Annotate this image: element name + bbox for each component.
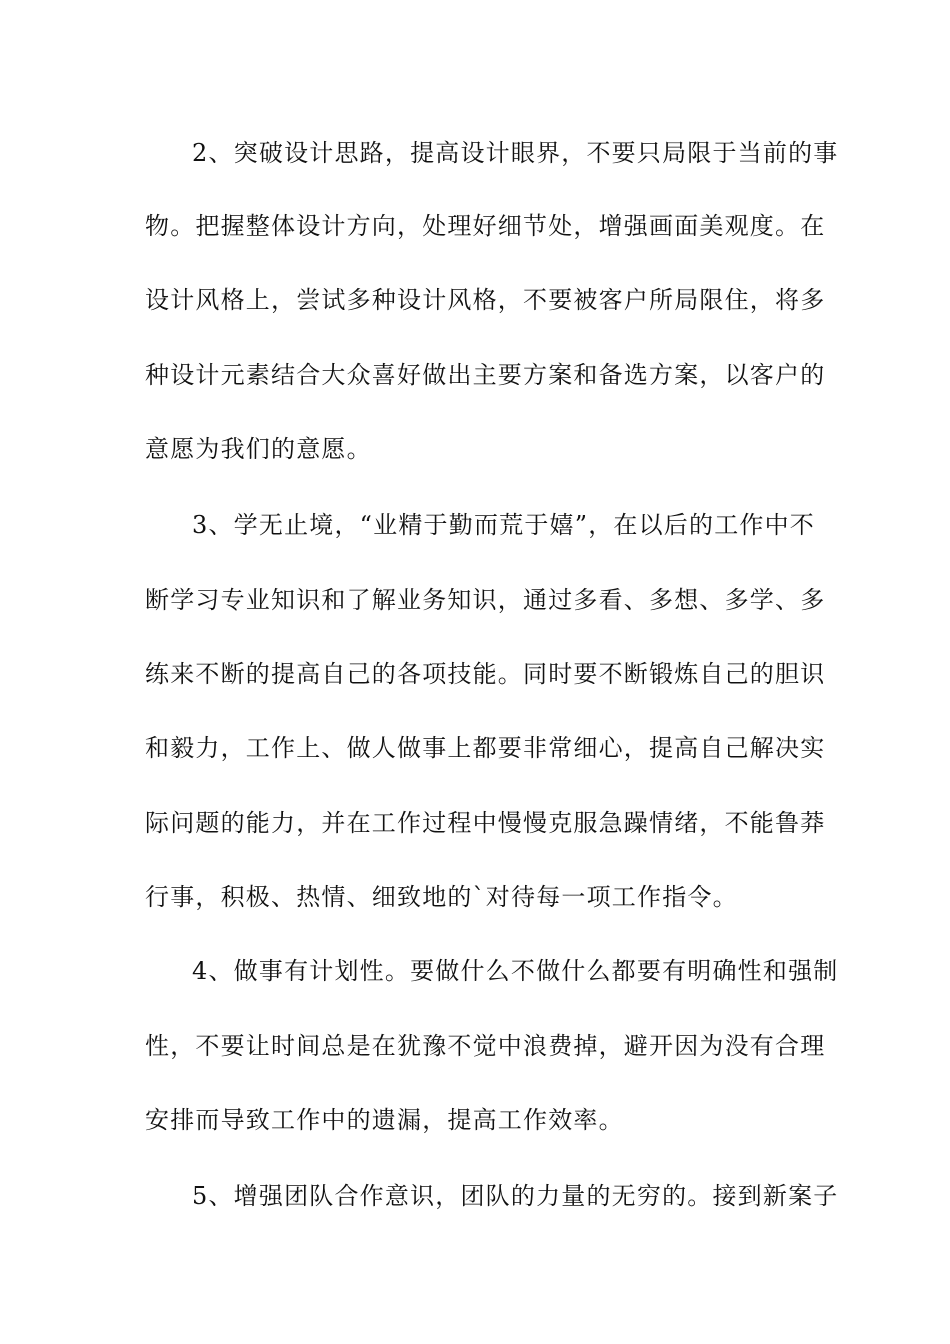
paragraph-3-line-2: 断学习专业知识和了解业务知识，通过多看、多想、多学、多 — [145, 586, 826, 614]
paragraph-5-line-1: 5、增强团队合作意识，团队的力量的无穷的。接到新案子 — [192, 1182, 839, 1210]
paragraph-3-line-4: 和毅力，工作上、做人做事上都要非常细心，提高自己解决实 — [145, 734, 826, 762]
paragraph-4-line-3: 安排而导致工作中的遗漏，提高工作效率。 — [145, 1106, 624, 1134]
paragraph-2-line-4: 种设计元素结合大众喜好做出主要方案和备选方案，以客户的 — [145, 361, 826, 389]
paragraph-2-line-2: 物。把握整体设计方向，处理好细节处，增强画面美观度。在 — [145, 212, 826, 240]
paragraph-4-line-1: 4、做事有计划性。要做什么不做什么都要有明确性和强制 — [192, 957, 839, 985]
paragraph-3-line-5: 际问题的能力，并在工作过程中慢慢克服急躁情绪，不能鲁莽 — [145, 809, 826, 837]
paragraph-3-line-6: 行事，积极、热情、细致地的`对待每一项工作指令。 — [145, 883, 738, 911]
paragraph-2-line-3: 设计风格上，尝试多种设计风格，不要被客户所局限住，将多 — [145, 286, 826, 314]
paragraph-2-line-5: 意愿为我们的意愿。 — [145, 435, 372, 463]
paragraph-4-line-2: 性，不要让时间总是在犹豫不觉中浪费掉，避开因为没有合理 — [145, 1032, 826, 1060]
paragraph-3-line-1: 3、学无止境，“业精于勤而荒于嬉”，在以后的工作中不 — [192, 511, 816, 539]
paragraph-2-line-1: 2、突破设计思路，提高设计眼界，不要只局限于当前的事 — [192, 139, 839, 167]
paragraph-3-line-3: 练来不断的提高自己的各项技能。同时要不断锻炼自己的胆识 — [145, 660, 826, 688]
